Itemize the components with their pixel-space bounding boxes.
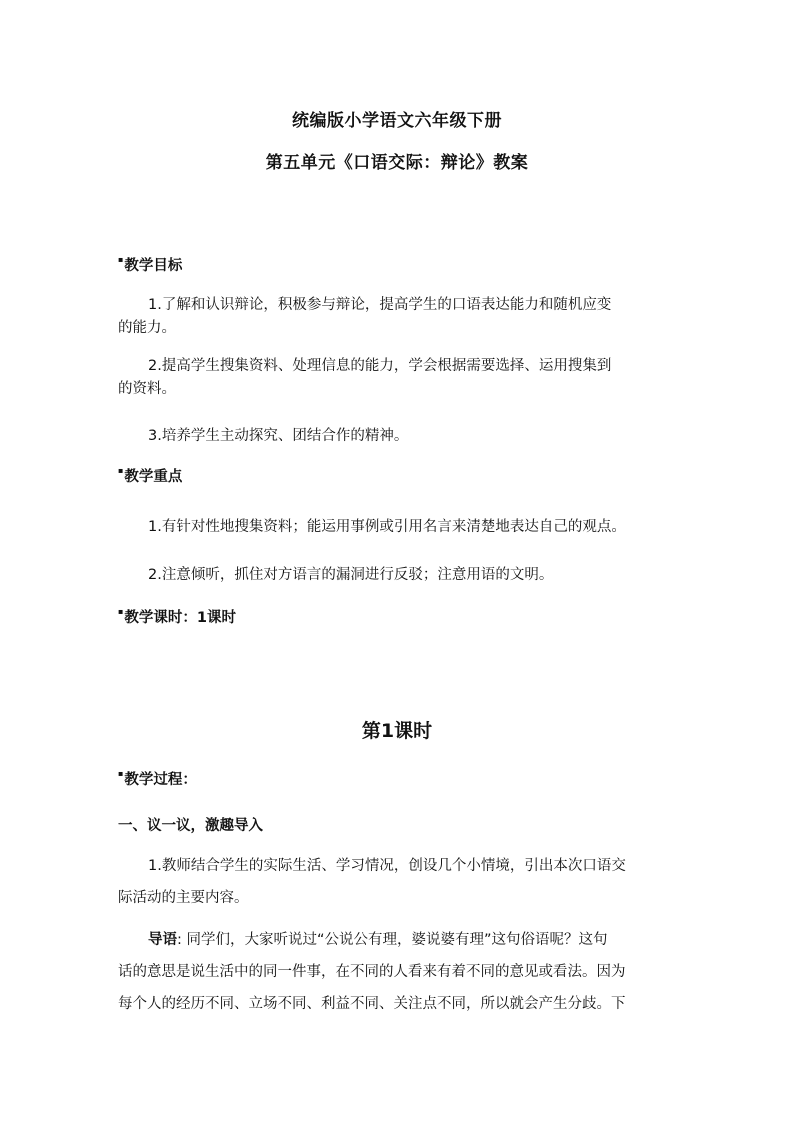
objective-item-1-line-1: 1.了解和认识辩论，积极参与辩论，提高学生的口语表达能力和随机应变	[148, 297, 612, 313]
key-point-item-2-line-1: 2.注意倾听，抓住对方语言的漏洞进行反驳；注意用语的文明。	[148, 567, 554, 583]
objective-item-3	[118, 425, 678, 448]
objective-item-2-line-1: 2.提高学生搜集资料、处理信息的能力，学会根据需要选择、运用搜集到	[148, 358, 612, 374]
objective-item-1	[118, 294, 678, 340]
section-heading-hours	[118, 606, 236, 627]
bullet-icon: ▪	[118, 769, 124, 778]
key-point-item-2	[118, 564, 678, 587]
section-heading-process	[118, 768, 197, 789]
document-title: 统编版小学语文六年级下册	[292, 111, 502, 131]
intro-line-2: 话的意思是说生活中的同一件事，在不同的人看来有着不同的意见或看法。因为	[118, 964, 626, 980]
bullet-icon: ▪	[118, 607, 124, 616]
section-heading-label: 教学目标	[124, 258, 183, 274]
section-heading-key-points	[118, 465, 182, 486]
step-1-item-1	[118, 850, 678, 914]
intro-line-1-text: : 同学们，大家听说过“公说公有理，婆说婆有理”这句俗语呢？这句	[177, 932, 608, 948]
key-point-item-1	[118, 516, 678, 539]
document-subtitle: 第五单元《口语交际：辩论》教案	[265, 153, 529, 173]
intro-line-1	[118, 924, 678, 956]
step-heading-1: 一、议一议，激趣导入	[118, 818, 263, 834]
bullet-icon: ▪	[118, 466, 124, 475]
intro-label: 导语	[148, 932, 177, 948]
lesson-title: 第1课时	[361, 720, 433, 742]
objective-item-1-line-2: 的能力。	[118, 320, 176, 336]
intro-line-3: 每个人的经历不同、立场不同、利益不同、关注点不同，所以就会产生分歧。下	[118, 996, 626, 1012]
step-1-item-1-line-2: 际活动的主要内容。	[118, 890, 249, 906]
step-1-item-1-line-1: 1.教师结合学生的实际生活、学习情况，创设几个小情境，引出本次口语交	[148, 858, 626, 874]
section-heading-label: 教学重点	[124, 469, 183, 485]
objective-item-3-line-1: 3.培养学生主动探究、团结合作的精神。	[148, 428, 409, 444]
section-heading-label: 教学过程：	[124, 772, 197, 788]
objective-item-2-line-2: 的资料。	[118, 381, 176, 397]
objective-item-2	[118, 355, 678, 401]
bullet-icon: ▪	[118, 255, 124, 264]
section-heading-label: 教学课时：1课时	[124, 610, 237, 626]
section-heading-objectives	[118, 254, 182, 275]
intro-paragraph	[118, 924, 678, 1020]
key-point-item-1-line-1: 1.有针对性地搜集资料；能运用事例或引用名言来清楚地表达自己的观点。	[148, 519, 626, 535]
